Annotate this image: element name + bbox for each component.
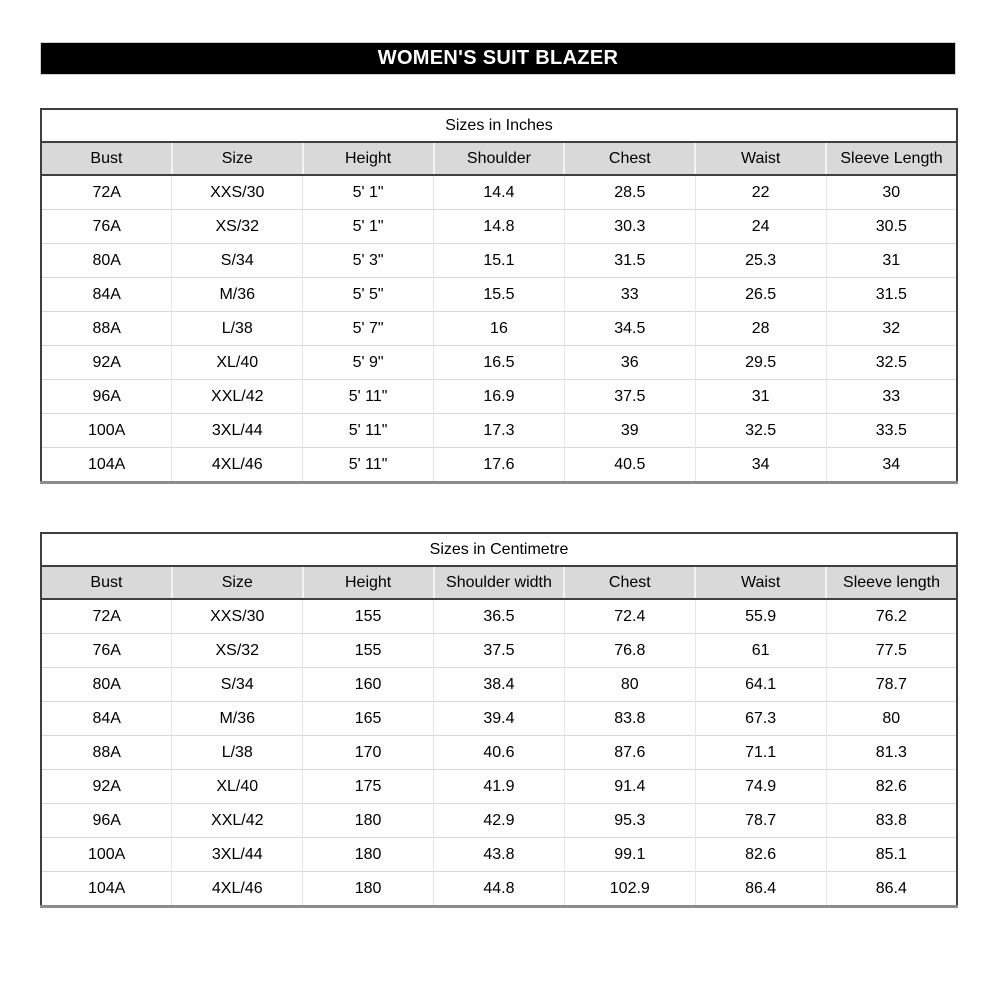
column-header: Bust xyxy=(41,566,172,599)
table-cell: 80A xyxy=(41,668,172,702)
table-cell: 33.5 xyxy=(826,414,957,448)
table-cell: 104A xyxy=(41,448,172,483)
table-cell: 5' 5" xyxy=(303,278,434,312)
column-header: Chest xyxy=(564,142,695,175)
table-row xyxy=(41,599,957,634)
table-cell: 36 xyxy=(564,346,695,380)
inches-size-table xyxy=(40,108,958,484)
table-cell: 3XL/44 xyxy=(172,414,303,448)
table-cell: 76A xyxy=(41,210,172,244)
table-cell: 31 xyxy=(695,380,826,414)
table-row xyxy=(41,380,957,414)
column-header: Waist xyxy=(695,142,826,175)
table-cell: 92A xyxy=(41,770,172,804)
table-cell: 88A xyxy=(41,312,172,346)
table-cell: 175 xyxy=(303,770,434,804)
table-cell: 28 xyxy=(695,312,826,346)
table-cell: 72.4 xyxy=(564,599,695,634)
table-title-row xyxy=(41,109,957,142)
table-cell: 33 xyxy=(826,380,957,414)
table-cell: 15.1 xyxy=(434,244,565,278)
table-cell: 92A xyxy=(41,346,172,380)
table-cell: 38.4 xyxy=(434,668,565,702)
table-row xyxy=(41,872,957,907)
table-cell: 30.3 xyxy=(564,210,695,244)
table-cell: 100A xyxy=(41,838,172,872)
table-cell: 4XL/46 xyxy=(172,448,303,483)
table-cell: 74.9 xyxy=(695,770,826,804)
table-cell: 31.5 xyxy=(826,278,957,312)
table-row xyxy=(41,702,957,736)
table-row xyxy=(41,414,957,448)
table-cell: 83.8 xyxy=(564,702,695,736)
table-cell: S/34 xyxy=(172,244,303,278)
table-cell: XL/40 xyxy=(172,346,303,380)
table-cell: 86.4 xyxy=(695,872,826,907)
column-header: Shoulder width xyxy=(434,566,565,599)
column-header: Height xyxy=(303,566,434,599)
table-cell: 100A xyxy=(41,414,172,448)
table-cell: 16.9 xyxy=(434,380,565,414)
table-cell: XL/40 xyxy=(172,770,303,804)
centimetre-size-table xyxy=(40,532,958,908)
table-cell: 84A xyxy=(41,702,172,736)
table-cell: 44.8 xyxy=(434,872,565,907)
column-header: Sleeve Length xyxy=(826,142,957,175)
table-cell: 72A xyxy=(41,599,172,634)
header-row xyxy=(41,142,957,175)
table-cell: 64.1 xyxy=(695,668,826,702)
table-cell: 78.7 xyxy=(826,668,957,702)
table-cell: 82.6 xyxy=(826,770,957,804)
table-cell: M/36 xyxy=(172,278,303,312)
table-cell: 80 xyxy=(564,668,695,702)
column-header: Sleeve length xyxy=(826,566,957,599)
table-cell: 43.8 xyxy=(434,838,565,872)
table-cell: XXL/42 xyxy=(172,804,303,838)
table-cell: 34.5 xyxy=(564,312,695,346)
table-cell: 28.5 xyxy=(564,175,695,210)
table-row xyxy=(41,346,957,380)
table-cell: 102.9 xyxy=(564,872,695,907)
table-cell: XS/32 xyxy=(172,210,303,244)
table-cell: 72A xyxy=(41,175,172,210)
table-cell: 37.5 xyxy=(564,380,695,414)
table-row xyxy=(41,175,957,210)
table-row xyxy=(41,838,957,872)
table-cell: 22 xyxy=(695,175,826,210)
table-row xyxy=(41,770,957,804)
table-cell: L/38 xyxy=(172,312,303,346)
column-header: Bust xyxy=(41,142,172,175)
table-cell: 180 xyxy=(303,804,434,838)
table-cell: 80 xyxy=(826,702,957,736)
table-cell: 61 xyxy=(695,634,826,668)
table-cell: 180 xyxy=(303,838,434,872)
table-cell: 5' 1" xyxy=(303,210,434,244)
table-cell: 71.1 xyxy=(695,736,826,770)
table-cell: 32 xyxy=(826,312,957,346)
table-row xyxy=(41,668,957,702)
table-cell: 76.8 xyxy=(564,634,695,668)
column-header: Shoulder xyxy=(434,142,565,175)
table-cell: 160 xyxy=(303,668,434,702)
table-cell: 14.8 xyxy=(434,210,565,244)
table-cell: 91.4 xyxy=(564,770,695,804)
table-cell: 5' 11" xyxy=(303,414,434,448)
table-row xyxy=(41,278,957,312)
column-header: Chest xyxy=(564,566,695,599)
table-row xyxy=(41,736,957,770)
table-cell: 81.3 xyxy=(826,736,957,770)
table-cell: 34 xyxy=(695,448,826,483)
table-cell: 88A xyxy=(41,736,172,770)
table-cell: 155 xyxy=(303,599,434,634)
table-cell: 42.9 xyxy=(434,804,565,838)
table-cell: 30.5 xyxy=(826,210,957,244)
table-cell: 40.5 xyxy=(564,448,695,483)
table-cell: 4XL/46 xyxy=(172,872,303,907)
table-cell: XXS/30 xyxy=(172,175,303,210)
table-cell: 25.3 xyxy=(695,244,826,278)
table-cell: 32.5 xyxy=(826,346,957,380)
table-row xyxy=(41,210,957,244)
table-title-row xyxy=(41,533,957,566)
column-header: Height xyxy=(303,142,434,175)
column-header: Size xyxy=(172,566,303,599)
table-cell: 82.6 xyxy=(695,838,826,872)
table-cell: 78.7 xyxy=(695,804,826,838)
table-cell: 24 xyxy=(695,210,826,244)
table-cell: 39 xyxy=(564,414,695,448)
table-cell: 76.2 xyxy=(826,599,957,634)
table-cell: 40.6 xyxy=(434,736,565,770)
table-cell: 17.6 xyxy=(434,448,565,483)
table-cell: S/34 xyxy=(172,668,303,702)
header-row xyxy=(41,566,957,599)
table-cell: 67.3 xyxy=(695,702,826,736)
table-cell: 155 xyxy=(303,634,434,668)
table-cell: 5' 9" xyxy=(303,346,434,380)
table-cell: 16.5 xyxy=(434,346,565,380)
table-cell: 39.4 xyxy=(434,702,565,736)
column-header: Waist xyxy=(695,566,826,599)
product-title-banner: WOMEN'S SUIT BLAZER xyxy=(40,42,956,75)
table-cell: 86.4 xyxy=(826,872,957,907)
table-title: Sizes in Inches xyxy=(41,109,957,142)
table-title: Sizes in Centimetre xyxy=(41,533,957,566)
table-cell: 99.1 xyxy=(564,838,695,872)
table-row xyxy=(41,448,957,483)
table-cell: 5' 1" xyxy=(303,175,434,210)
table-cell: 85.1 xyxy=(826,838,957,872)
table-cell: 76A xyxy=(41,634,172,668)
table-cell: 80A xyxy=(41,244,172,278)
table-cell: 26.5 xyxy=(695,278,826,312)
table-cell: 14.4 xyxy=(434,175,565,210)
table-cell: M/36 xyxy=(172,702,303,736)
table-cell: 3XL/44 xyxy=(172,838,303,872)
table-cell: 87.6 xyxy=(564,736,695,770)
table-cell: 17.3 xyxy=(434,414,565,448)
table-cell: 5' 7" xyxy=(303,312,434,346)
table-cell: 30 xyxy=(826,175,957,210)
table-cell: XXL/42 xyxy=(172,380,303,414)
table-cell: 77.5 xyxy=(826,634,957,668)
table-cell: 165 xyxy=(303,702,434,736)
column-header: Size xyxy=(172,142,303,175)
table-cell: 96A xyxy=(41,380,172,414)
table-body xyxy=(41,599,957,907)
table-row xyxy=(41,244,957,278)
table-body xyxy=(41,175,957,483)
table-cell: 33 xyxy=(564,278,695,312)
table-cell: 41.9 xyxy=(434,770,565,804)
table-cell: XXS/30 xyxy=(172,599,303,634)
table-cell: 31.5 xyxy=(564,244,695,278)
table-cell: 83.8 xyxy=(826,804,957,838)
table-cell: 5' 3" xyxy=(303,244,434,278)
table-cell: 29.5 xyxy=(695,346,826,380)
table-cell: 84A xyxy=(41,278,172,312)
table-cell: 31 xyxy=(826,244,957,278)
table-cell: L/38 xyxy=(172,736,303,770)
table-cell: 36.5 xyxy=(434,599,565,634)
table-cell: 15.5 xyxy=(434,278,565,312)
table-cell: 16 xyxy=(434,312,565,346)
table-cell: 37.5 xyxy=(434,634,565,668)
table-cell: 32.5 xyxy=(695,414,826,448)
table-cell: XS/32 xyxy=(172,634,303,668)
table-cell: 96A xyxy=(41,804,172,838)
table-cell: 170 xyxy=(303,736,434,770)
table-cell: 95.3 xyxy=(564,804,695,838)
table-cell: 5' 11" xyxy=(303,448,434,483)
table-cell: 55.9 xyxy=(695,599,826,634)
table-cell: 180 xyxy=(303,872,434,907)
table-row xyxy=(41,634,957,668)
table-row xyxy=(41,312,957,346)
table-row xyxy=(41,804,957,838)
table-cell: 5' 11" xyxy=(303,380,434,414)
table-cell: 34 xyxy=(826,448,957,483)
table-cell: 104A xyxy=(41,872,172,907)
